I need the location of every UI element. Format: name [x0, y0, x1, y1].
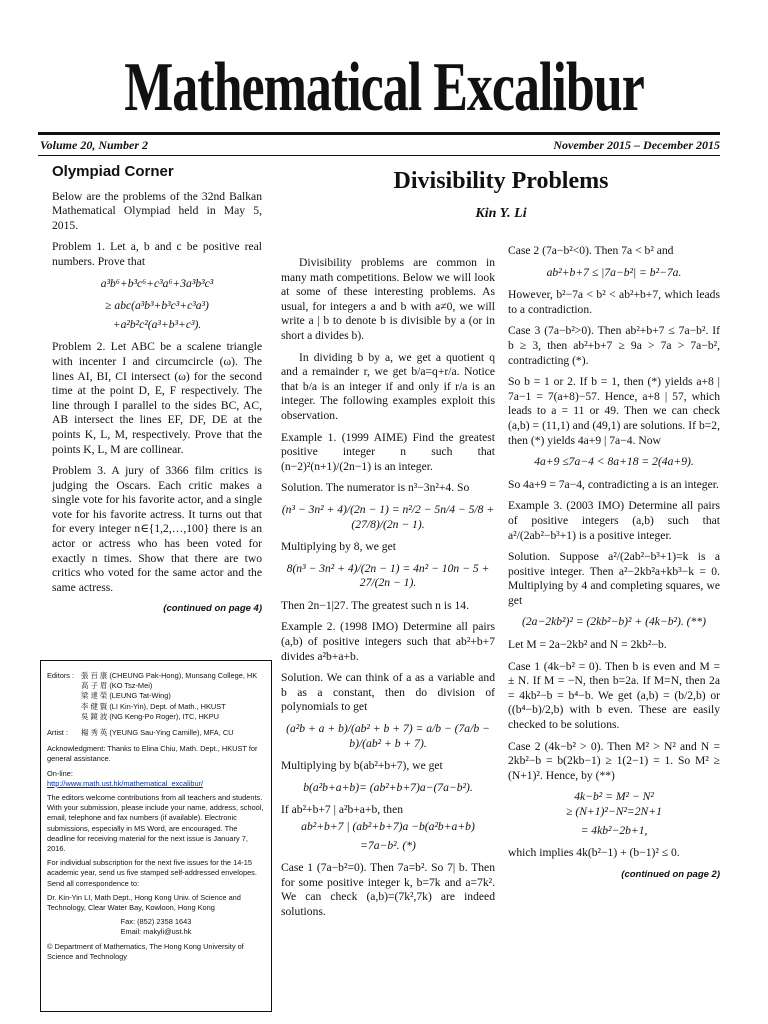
email[interactable]: Email: makyli@ust.hk	[120, 927, 192, 937]
equation-3: (a²b + a + b)/(ab² + b + 7) = a/b − (7a/b − b)/(ab² + b + 7).	[286, 722, 490, 750]
equation-2: 8(n³ − 3n² + 4)/(2n − 1) = 4n² − 10n − 5 + 27/(2n − 1).	[286, 561, 490, 590]
editors-label: Editors :	[47, 671, 75, 680]
case-1: Case 1 (7a−b²=0). Then 7a=b². So 7| b. Then for some positive integer k, b=7k and a=7k². We can check (a,b)=(7k²,7k) are indeed solutions.	[281, 861, 495, 918]
article-author: Kin Y. Li	[475, 206, 527, 221]
online-label: On-line:	[47, 768, 73, 778]
para-2: In dividing b by a, we get a quotient q and a remainder r, we get b/a=q+r/a. Notice that b/a is an integer if and only if r/a is an integer. The following examples exploit this observation.	[281, 350, 495, 422]
volume-number: Volume 20, Number 2	[40, 138, 149, 152]
equation-9b: ≥ (N+1)²−N²=2N+1	[566, 805, 662, 818]
solution-2: Solution. We can think of a as a variable and b as a constant, then do division of polynomials to get	[281, 671, 495, 714]
issue-date: November 2015 – December 2015	[553, 138, 720, 152]
editor-4: 李 健 賢 (LI Kin-Yin), Dept. of Math., HKUST	[81, 701, 226, 711]
so-contradiction: So 4a+9 = 7a−4, contradicting a is an integer.	[508, 477, 719, 491]
solution-3: Solution. Suppose a²/(2ab²−b³+1)=k is a positive integer. Then a²−2kb²a+kb³−k = 0. Multiplying by 4 and completing squares, we get	[508, 550, 720, 607]
subscription-text: For individual subscription for the next five issues for the 14-15 academic year, send us five stamped self-addressed envelopes. Send all correspondence to:	[47, 858, 257, 888]
article-column-3	[508, 244, 720, 882]
let-m: Let M = 2a−2kb² and N = 2kb²−b.	[508, 638, 667, 652]
equation-9c: = 4kb²−2b+1,	[580, 823, 648, 837]
olympiad-corner	[52, 165, 262, 617]
volume-line	[38, 132, 720, 156]
olympiad-intro: Below are the problems of the 32nd Balkan Mathematical Olympiad held in May 5, 2015.	[52, 189, 262, 232]
problem-1-math-3: +a²b²c²(a³+b³+c³).	[112, 317, 202, 331]
editor-2: 高 子 眉 (KO Tsz-Mei)	[81, 681, 153, 691]
online-link[interactable]: http://www.math.ust.hk/mathematical_excalibur/	[47, 778, 204, 788]
equation-5a: ab²+b+7 | (ab²+b+7)a −b(a²b+a+b)	[301, 820, 475, 833]
however: However, b²−7a < b² < ab²+b+7, which leads to a contradiction.	[508, 288, 720, 316]
if-line: If ab²+b+7 | a²b+a+b, then	[281, 803, 404, 817]
equation-5b: =7a−b². (*)	[360, 838, 416, 852]
case-2b: Case 2 (4k−b² > 0). Then M² > N² and N = 2kb²−b = b(2kb−1) ≥ 1(2−1) = 1. So M² ≥ (N+1)². Hence, by (**)	[508, 739, 720, 782]
fax: Fax: (852) 2358 1643	[120, 917, 192, 927]
continued-page-2: (continued on page 2)	[621, 868, 720, 880]
solution-1: Solution. The numerator is n³−3n²+4. So	[281, 481, 470, 495]
editor-1: 張 百 康 (CHEUNG Pak-Hong), Munsang College, HK	[81, 671, 258, 680]
case-1b: Case 1 (4k−b² = 0). Then b is even and M = ± N. If M = −N, then b=2a. If M=N, then 2a = 4kb²−b = b⁴−b. We get (a,b) = (b/2,b) or ((b⁴−b)/2,b) with b even. These are easily checked to be solutions.	[508, 659, 720, 732]
multiply-b: Multiplying by b(ab²+b+7), we get	[281, 759, 443, 773]
multiply-8: Multiplying by 8, we get	[281, 540, 396, 554]
so-b: So b = 1 or 2. If b = 1, then (*) yields a+8 | 7a−1 = 7(a+8)−57. Hence, a+8 | 57, which leads to a = 11 or 49. Then we can check (a,b) = (11,1) and (49,1) are solutions. If b=2, then (*) yields 4a+9 | 7a−4. Now	[508, 375, 720, 447]
example-2: Example 2. (1998 IMO) Determine all pairs (a,b) of positive integers such that ab²+b+7 divides a²b+a+b.	[281, 620, 495, 663]
acknowledgment: Acknowledgment: Thanks to Elina Chiu, Math. Dept., HKUST for general assistance.	[47, 744, 258, 764]
case-2: Case 2 (7a−b²<0). Then 7a < b² and	[508, 244, 674, 257]
problem-1-math-2: ≥ abc(a³b³+b³c³+c³a³)	[105, 299, 209, 313]
article-title: Divisibility Problems	[393, 168, 609, 194]
problem-2: Problem 2. Let ABC be a scalene triangle with incenter I and circumcircle (ω). The lines AI, BI, CI intersect (ω) for the second time at the point D, E, F respectively. The line through I parallel to the sides BC, AC, AB intersect the lines EF, DF, DE at the points K, L, M, respectively. Prove that the points K, L, M are collinear.	[52, 340, 262, 456]
greatest-n: Then 2n−1|27. The greatest such n is 14.	[281, 598, 469, 612]
welcome-text: The editors welcome contributions from all teachers and students. With your submission, please include your name, address, school, email, telephone and fax numbers (if available). Electronic submissions, especially in MS Word, are encouraged. The deadline for receiving material for the next issue is January 7, 2016.	[47, 793, 264, 854]
equation-6: ab²+b+7 ≤ |7a−b²| = b²−7a.	[546, 265, 682, 279]
equation-7: 4a+9 ≤7a−4 < 8a+18 = 2(4a+9).	[534, 455, 694, 469]
equation-9a: 4k−b² = M² − N²	[574, 790, 654, 804]
address: Dr. Kin-Yin LI, Math Dept., Hong Kong Univ. of Science and Technology, Clear Water Bay, Kowloon, Hong Kong	[47, 892, 241, 913]
problem-3: Problem 3. A jury of 3366 film critics is judging the Oscars. Each critic makes a single vote for his favorite actor, and a single vote for his favorite actress. It turns out that for every integer n∈{1,2,…,100} there is an actor or actress who has been voted for exactly n times. Show that there are two critics who voted for the same actor and the same actress.	[52, 464, 262, 594]
equation-4: b(a²b+a+b)= (ab²+b+7)a−(7a−b²).	[303, 780, 473, 794]
artist-label: Artist :	[47, 728, 68, 738]
para-1: Divisibility problems are common in many math competitions. Below we will look at some of these interesting problems. As usual, for integers a and b with a≠0, we will write a | b to denote b is divisible by a (or in short a divides b).	[281, 256, 495, 342]
olympiad-title: Olympiad Corner	[52, 163, 174, 180]
masthead: Mathematical Excalibur	[124, 49, 644, 127]
article-column-2	[281, 256, 495, 927]
problem-1: Problem 1. Let a, b and c be positive real numbers. Prove that	[52, 240, 262, 268]
editor-3: 梁 達 榮 (LEUNG Tat-Wing)	[81, 691, 171, 701]
continued-page-4: (continued on page 4)	[163, 603, 262, 615]
editors-box	[40, 660, 272, 1012]
problem-1-math-1: a³b⁶+b³c⁶+c³a⁶+3a³b³c³	[100, 276, 214, 290]
example-1: Example 1. (1999 AIME) Find the greatest positive integer n such that (n−2)²(n+1)/(2n−1) is an integer.	[281, 430, 495, 473]
implies: which implies 4k(b²−1) + (b−1)² ≤ 0.	[508, 846, 680, 860]
equation-1: (n³ − 3n² + 4)/(2n − 1) = n²/2 − 5n/4 − 5/8 + (27/8)/(2n − 1).	[281, 502, 495, 531]
artist: 楊 秀 英 (YEUNG Sau-Ying Camille), MFA, CU	[81, 728, 234, 738]
equation-8: (2a−2kb²)² = (2kb²−b)² + (4k−b²). (**)	[522, 615, 706, 629]
editor-5: 吳 鏡 波 (NG Keng-Po Roger), ITC, HKPU	[81, 711, 219, 721]
case-3: Case 3 (7a−b²>0). Then ab²+b+7 ≤ 7a−b². If b ≥ 3, then ab²+b+7 ≥ 9a > 7a > 7a−b², contradicting (*).	[508, 324, 720, 367]
example-3: Example 3. (2003 IMO) Determine all pairs of positive integers (a,b) such that a²/(2ab²−b³+1) is a positive integer.	[508, 499, 720, 542]
copyright: © Department of Mathematics, The Hong Kong University of Science and Technology	[47, 941, 244, 961]
